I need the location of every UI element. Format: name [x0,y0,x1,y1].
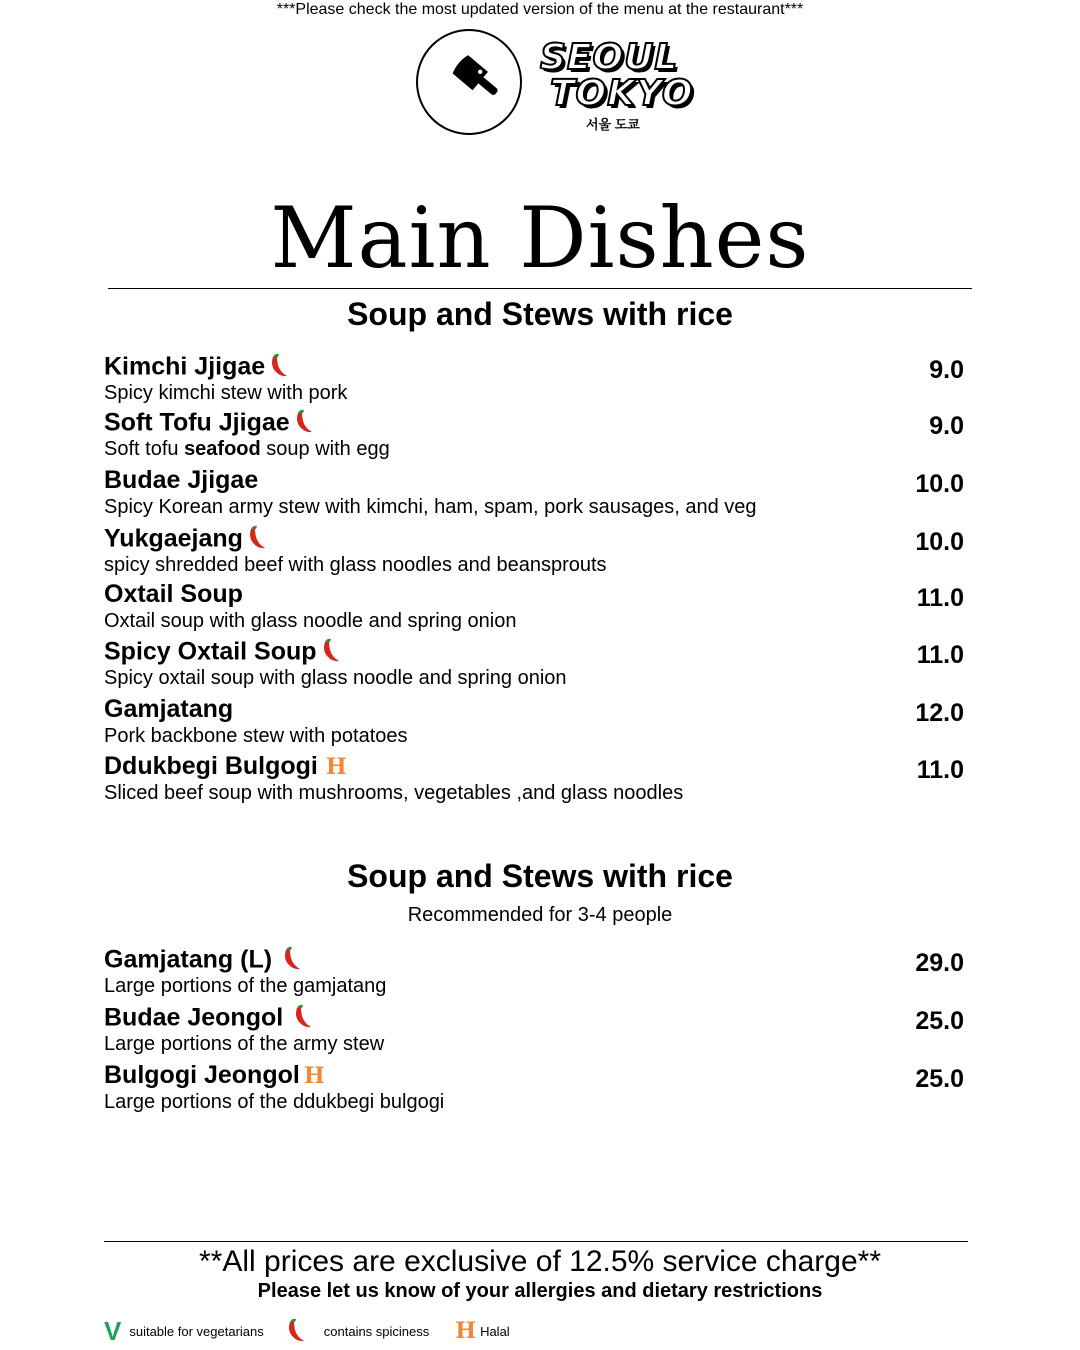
item-name: Soft Tofu Jjigae [104,408,290,437]
service-charge-note: **All prices are exclusive of 12.5% service charge** [199,1245,881,1278]
item-price: 10.0 [915,528,964,556]
section-heading: Soup and Stews with rice [347,858,733,894]
legend-spicy-label: contains spiciness [323,1323,430,1339]
menu-item [104,1061,968,1117]
halal-icon: H [325,754,347,780]
menu-item [104,524,968,580]
item-description: Oxtail soup with glass noodle and spring onion [104,610,517,632]
item-description: Large portions of the gamjatang [104,975,387,997]
item-description: Spicy oxtail soup with glass noodle and spring onion [104,667,567,689]
menu-item [104,1003,968,1059]
item-price: 9.0 [929,356,964,384]
vegetarian-icon: V [104,1315,122,1346]
item-name: Ddukbegi Bulgogi [104,752,318,780]
item-name: Gamjatang [104,695,234,723]
allergy-note: Please let us know of your allergies and dietary restrictions [257,1280,823,1302]
item-price: 10.0 [915,470,964,498]
item-name: Gamjatang (L) [104,945,273,974]
desc-text: Soft tofu [104,438,185,460]
item-price: 11.0 [916,641,964,669]
page-title: Main Dishes [270,189,810,287]
item-price: 25.0 [915,1065,964,1093]
item-name: Spicy Oxtail Soup [104,637,317,666]
item-description: Large portions of the army stew [104,1033,385,1055]
desc-highlight: seafood [184,438,261,460]
item-name: Budae Jeongol [104,1003,284,1032]
item-description: Spicy Korean army stew with kimchi, ham, spam, pork sausages, and veg [104,496,757,518]
item-price: 11.0 [916,584,964,612]
footer-divider [104,1241,968,1242]
legend-vegetarian-label: suitable for vegetarians [129,1323,264,1339]
item-description: Sliced beef soup with mushrooms, vegetables ,and glass noodles [104,782,684,804]
menu-item [104,352,968,408]
item-name: Yukgaejang [104,524,243,553]
desc-text: soup with egg [260,438,390,460]
brand-logo [540,37,694,114]
item-price: 25.0 [915,1007,964,1035]
item-price: 12.0 [915,699,964,727]
item-price: 11.0 [916,756,964,784]
menu-item [104,945,968,1001]
item-description [104,436,390,462]
menu-item [104,580,968,636]
menu-item [104,466,968,522]
brand-line-2: TOKYO [550,73,694,114]
item-name: Bulgogi Jeongol [104,1061,300,1089]
chili-icon [284,1317,306,1346]
section-subheading: Recommended for 3-4 people [407,904,673,926]
menu-update-notice: ***Please check the most updated version of the menu at the restaurant*** [276,1,804,18]
halal-icon: H [455,1318,477,1344]
item-description: Large portions of the ddukbegi bulgogi [104,1091,445,1113]
legend-halal-label: Halal [480,1323,510,1339]
title-divider [108,288,972,289]
item-description: spicy shredded beef with glass noodles and beansprouts [104,554,607,576]
item-price: 29.0 [915,949,964,977]
menu-item [104,637,968,693]
item-price: 9.0 [929,412,964,440]
dietary-legend [104,1315,510,1346]
brand-line-1: SEOUL [540,37,679,78]
menu-item [104,695,968,751]
item-description: Spicy kimchi stew with pork [104,382,348,404]
halal-icon: H [303,1063,325,1089]
menu-item [104,752,968,808]
section-heading: Soup and Stews with rice [347,296,733,332]
item-name: Budae Jjigae [104,466,259,494]
brand-korean: 서울 도쿄 [586,117,640,132]
item-description: Pork backbone stew with potatoes [104,725,408,747]
cleaver-icon [416,29,522,135]
menu-item [104,408,968,464]
item-name: Kimchi Jjigae [104,352,266,381]
item-name: Oxtail Soup [104,580,243,608]
